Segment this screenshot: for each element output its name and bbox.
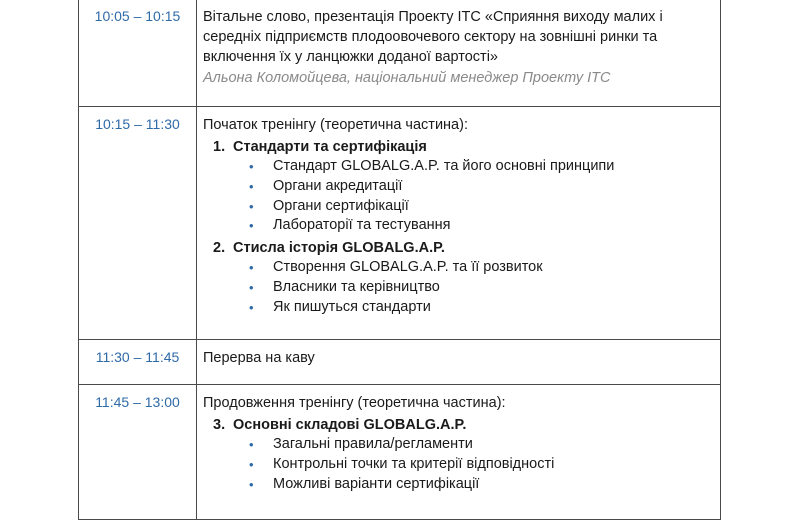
time-cell: [79, 0, 197, 107]
agenda-row: [79, 340, 721, 385]
agenda-row: [79, 107, 721, 340]
list-item: • Можливі варіанти сертифікації: [249, 475, 714, 495]
time-slot: 11:45 – 13:00: [95, 394, 180, 410]
numbered-heading: [213, 238, 714, 258]
numbered-heading: [213, 137, 714, 157]
content-cell: [197, 340, 721, 385]
list-item: • Як пишуться стандарти: [249, 298, 714, 318]
welcome-text: Вітальне слово, презентація Проекту ITC «Сприяння виходу малих і середніх підприємств плодоовочевого сектору на зовнішні ринки та включення їх у ланцюжки доданої вартості»: [203, 9, 663, 65]
time-cell: [79, 385, 197, 520]
content-cell: [197, 107, 721, 340]
heading-title: Стисла історія GLOBALG.A.P.: [233, 240, 445, 257]
list-item: • Загальні правила/регламенти: [249, 435, 714, 455]
content-cell: [197, 385, 721, 520]
heading-number: 2.: [213, 240, 226, 257]
list-item: • Контрольні точки та критерії відповідності: [249, 455, 714, 475]
list-item: • Лабораторії та тестування: [249, 216, 714, 236]
heading-number: 1.: [213, 139, 226, 155]
heading-number: 3.: [213, 417, 226, 433]
time-cell: [79, 107, 197, 340]
heading-title: Стандарти та сертифікація: [233, 139, 427, 155]
list-item: • Власники та керівництво: [249, 278, 714, 298]
time-slot: 11:30 – 11:45: [95, 349, 180, 365]
list-item: • Органи сертифікації: [249, 197, 714, 217]
time-slot: 10:15 – 11:30: [95, 116, 180, 132]
time-cell: [79, 340, 197, 385]
list-item: • Стандарт GLOBALG.A.P. та його основні принципи: [249, 157, 714, 177]
content-cell: [197, 0, 721, 107]
agenda-row: [79, 0, 721, 107]
list-item: • Створення GLOBALG.A.P. та її розвиток: [249, 258, 714, 278]
numbered-heading: [213, 415, 714, 435]
bullet-list: [203, 258, 714, 317]
bullet-list: [203, 435, 714, 494]
heading-title: Основні складові GLOBALG.A.P.: [233, 417, 467, 433]
agenda-table: [78, 0, 721, 520]
list-item: • Органи акредитації: [249, 177, 714, 197]
time-slot: 10:05 – 10:15: [94, 8, 181, 24]
bullet-list: [203, 157, 714, 236]
section-intro: Продовження тренінгу (теоретична частина):: [203, 395, 506, 411]
section-intro: Початок тренінгу (теоретична частина):: [203, 117, 468, 133]
presenter-name: Альона Коломойцева, національний менеджер Проекту ITC: [203, 70, 611, 86]
break-text: Перерва на каву: [203, 350, 315, 366]
agenda-row: [79, 385, 721, 520]
